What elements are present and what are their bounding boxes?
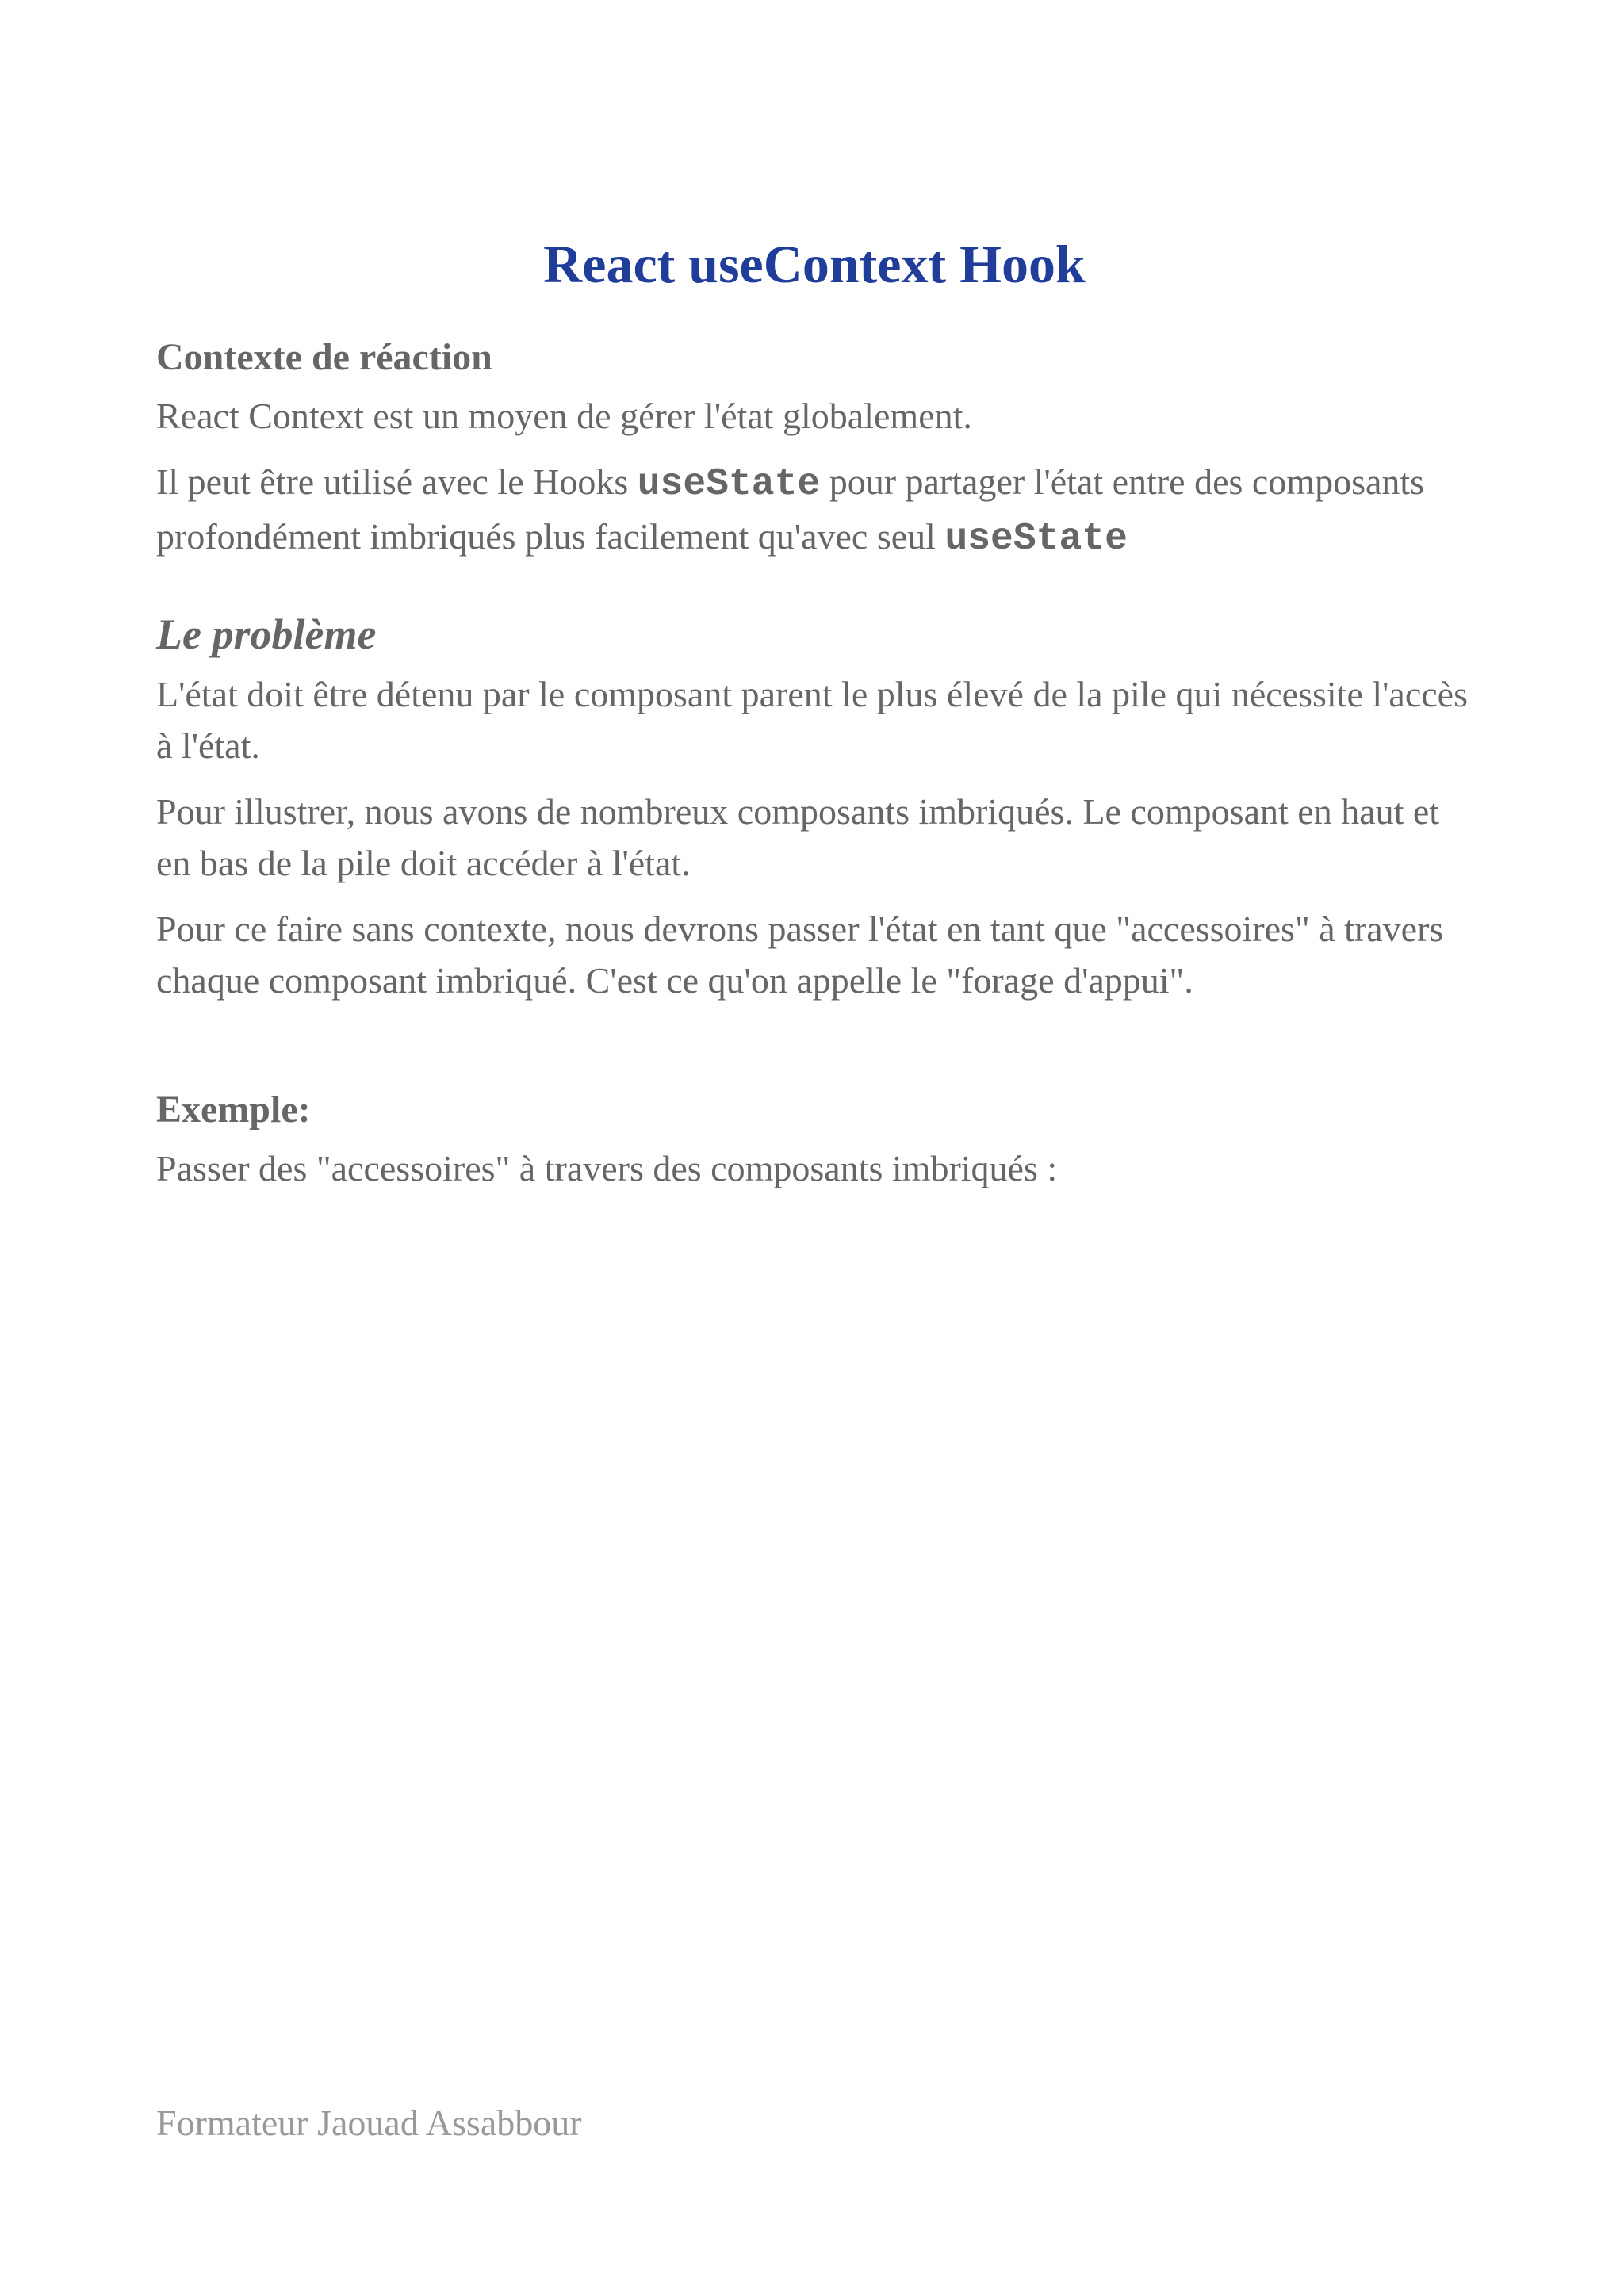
example-heading: Exemple: <box>156 1089 311 1131</box>
inline-code-usestate-2: useState <box>944 518 1128 561</box>
paragraph-usestate <box>156 456 1473 565</box>
paragraph-example-description: Passer des "accessoires" à travers des composants imbriqués : <box>156 1148 1058 1188</box>
section-heading-probleme: Le problème <box>156 610 377 658</box>
section-heading-contexte: Contexte de réaction <box>156 336 492 378</box>
footer-author: Formateur Jaouad Assabbour <box>156 2103 582 2143</box>
paragraph-prop-drilling: Pour ce faire sans contexte, nous devrons passer l'état en tant que "accessoires" à travers chaque composant imbriqué. C'est ce qu'on appelle le "forage d'appui". <box>156 909 1444 1001</box>
paragraph-usestate-text-1: Il peut être utilisé avec le Hooks <box>156 461 638 502</box>
paragraph-context-definition: React Context est un moyen de gérer l'état globalement. <box>156 396 972 436</box>
paragraph-state-ownership: L'état doit être détenu par le composant parent le plus élevé de la pile qui nécessite l'accès à l'état. <box>156 674 1469 766</box>
paragraph-usestate-text-2: pour partager l'état entre des composants profondément imbriqués plus facilement qu'avec seul <box>156 461 1425 557</box>
document-content <box>156 230 1473 1194</box>
inline-code-usestate-1: useState <box>637 463 821 506</box>
paragraph-illustration: Pour illustrer, nous avons de nombreux composants imbriqués. Le composant en haut et en bas de la pile doit accéder à l'état. <box>156 791 1440 883</box>
page-title: React useContext Hook <box>543 234 1086 294</box>
